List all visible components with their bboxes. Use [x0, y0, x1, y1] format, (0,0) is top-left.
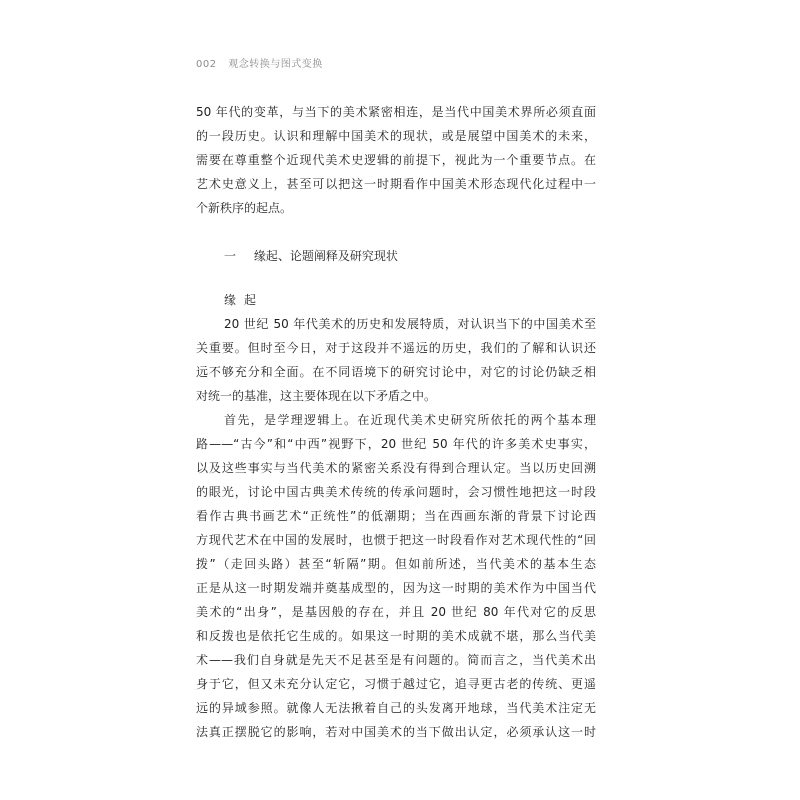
text-line: 关重要。但时至今日，对于这段并不遥远的历史，我们的了解和认识还 — [196, 341, 596, 355]
running-head-title: 观念转换与图式变换 — [228, 59, 323, 70]
text-line: 50 年代的变革，与当下的美术紧密相连，是当代中国美术界所必须直面 — [196, 105, 596, 119]
text-line: 看作古典书画艺术“正统性”的低潮期；当在西画东渐的背景下讨论西 — [196, 509, 596, 523]
text-line: 路——“古今”和“中西”视野下，20 世纪 50 年代的许多美术史事实， — [196, 437, 596, 451]
section-number: 一 — [224, 249, 237, 263]
page-number: 002 — [196, 59, 217, 70]
text-line: 远不够充分和全面。在不同语境下的研究讨论中，对它的讨论仍缺乏相 — [196, 365, 596, 379]
text-line: 身于它，但又未充分认定它，习惯于越过它，追寻更古老的传统、更遥 — [196, 677, 596, 691]
text-line: 以及这些事实与当代美术的紧密关系没有得到合理认定。当以历史回溯 — [196, 461, 596, 475]
intro-paragraph — [196, 100, 596, 220]
paragraph — [196, 408, 596, 744]
paragraph — [196, 312, 596, 408]
text-line: 方现代艺术在中国的发展时，也惯于把这一时段看作对艺术现代性的“回 — [196, 533, 596, 547]
subsection-heading: 缘起 — [224, 293, 265, 307]
text-line: 术——我们自身就是先天不足甚至是有问题的。简而言之，当代美术出 — [196, 653, 596, 667]
text-line: 20 世纪 50 年代美术的历史和发展特质，对认识当下的中国美术至 — [224, 317, 596, 331]
text-line: 个新秩序的起点。 — [196, 201, 293, 215]
text-line: 的眼光，讨论中国古典美术传统的传承问题时，会习惯性地把这一时段 — [196, 485, 596, 499]
text-line: 拨”（走回头路）甚至“斩隔”期。但如前所述，当代美术的基本生态 — [196, 557, 596, 571]
section-title: 缘起、论题阐释及研究现状 — [253, 249, 398, 263]
text-line: 美术的“出身”，是基因般的存在，并且 20 世纪 80 年代对它的反思 — [196, 605, 596, 619]
section-heading — [224, 244, 398, 268]
text-line: 法真正摆脱它的影响，若对中国美术的当下做出认定，必须承认这一时 — [196, 725, 596, 739]
text-line: 艺术史意义上，甚至可以把这一时期看作中国美术形态现代化过程中一 — [196, 177, 596, 191]
text-line: 首先，是学理逻辑上。在近现代美术史研究所依托的两个基本理 — [224, 413, 596, 427]
origin-section-body — [196, 312, 596, 744]
text-line: 远的异域参照。就像人无法揪着自己的头发离开地球，当代美术注定无 — [196, 701, 596, 715]
text-line: 需要在尊重整个近现代美术史逻辑的前提下，视此为一个重要节点。在 — [196, 153, 596, 167]
text-line: 和反拨也是依托它生成的。如果这一时期的美术成就不堪，那么当代美 — [196, 629, 596, 643]
text-line: 对统一的基准，这主要体现在以下矛盾之中。 — [196, 389, 437, 403]
text-line: 正是从这一时期发端并奠基成型的，因为这一时期的美术作为中国当代 — [196, 581, 596, 595]
text-line: 的一段历史。认识和理解中国美术的现状，或是展望中国美术的未来， — [196, 129, 596, 143]
running-head — [196, 55, 323, 70]
